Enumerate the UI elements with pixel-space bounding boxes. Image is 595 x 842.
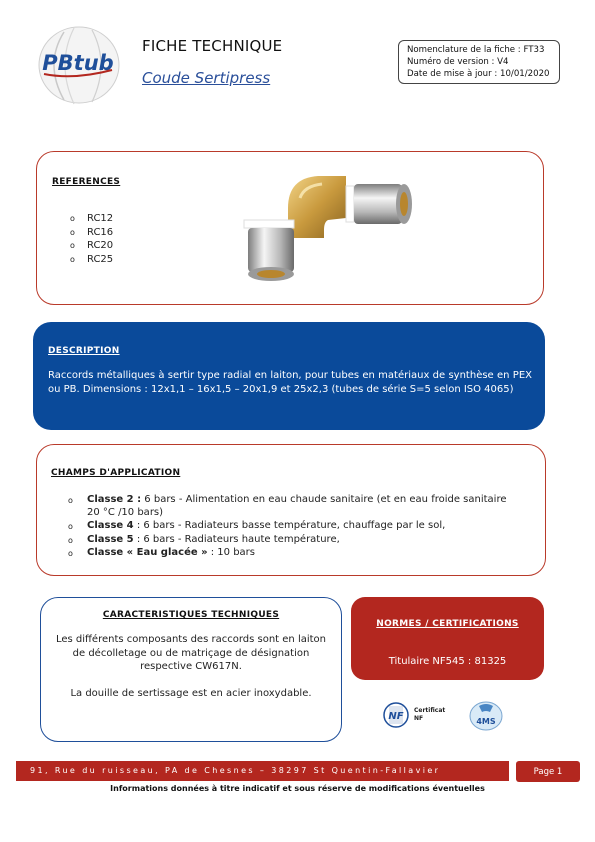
nf-certification-logo bbox=[383, 702, 409, 728]
page-number-badge: Page 1 bbox=[516, 761, 580, 782]
footer-address-bar: 91, Rue du ruisseau, PA de Chesnes – 38297 St Quentin-Fallavier bbox=[16, 761, 509, 781]
class-label: Classe 4 bbox=[87, 520, 134, 532]
characteristics-paragraph: La douille de sertissage est en acier inoxydable. bbox=[70, 687, 312, 699]
nf-logo-text: NF bbox=[388, 711, 404, 722]
certifications-box bbox=[351, 597, 544, 680]
list-item bbox=[68, 546, 518, 559]
application-fields-list bbox=[68, 493, 518, 559]
class-text: : 10 bars bbox=[207, 546, 256, 558]
references-list bbox=[70, 212, 113, 266]
product-subtitle: Coude Sertipress bbox=[142, 69, 271, 87]
list-item bbox=[68, 533, 518, 546]
class-label: Classe 5 bbox=[87, 533, 134, 545]
list-item bbox=[68, 519, 518, 532]
logo-text: PBtub bbox=[42, 51, 114, 75]
meta-version: Numéro de version : V4 bbox=[407, 57, 509, 67]
nf-label-line: NF bbox=[414, 714, 424, 722]
pbtub-logo bbox=[34, 24, 120, 106]
description-title: DESCRIPTION bbox=[48, 346, 120, 356]
4ms-logo bbox=[468, 700, 504, 732]
meta-nomenclature: Nomenclature de la fiche : FT33 bbox=[407, 45, 545, 55]
list-item bbox=[68, 493, 518, 519]
class-text: : 6 bars - Radiateurs haute température, bbox=[133, 533, 340, 545]
certification-number: Titulaire NF545 : 81325 bbox=[388, 656, 507, 667]
description-text: Raccords métalliques à sertir type radial en laiton, pour tubes en matériaux de synthèse en PEX ou PB. Dimensions : 12x1,1 – 16x1,5 – 20x1,9 et 25x2,3 (tubes de série S=5 selon ISO 4065) bbox=[48, 370, 532, 395]
nf-certificate-label bbox=[414, 707, 445, 722]
list-item: o RC16 bbox=[70, 226, 113, 240]
meta-date: Date de mise à jour : 10/01/2020 bbox=[407, 69, 550, 79]
characteristics-paragraph: Les différents composants des raccords sont en laiton de décolletage ou de matriçage de désignation respective CW617N. bbox=[55, 634, 326, 672]
class-text: 6 bars - Alimentation en eau chaude sanitaire (et en eau froide sanitaire 20 °C /10 bars) bbox=[87, 494, 507, 519]
references-title: REFERENCES bbox=[52, 177, 121, 187]
list-item: o RC12 bbox=[70, 212, 113, 226]
page-title: FICHE TECHNIQUE bbox=[142, 37, 283, 55]
list-item: o RC25 bbox=[70, 253, 113, 267]
application-fields-title: CHAMPS D'APPLICATION bbox=[51, 468, 181, 478]
document-meta-box bbox=[398, 40, 560, 84]
list-item: o RC20 bbox=[70, 239, 113, 253]
technical-characteristics-title: CARACTERISTIQUES TECHNIQUES bbox=[102, 610, 280, 620]
class-text: : 6 bars - Radiateurs basse température, chauffage par le sol, bbox=[133, 520, 446, 532]
nf-label-line: Certificat bbox=[414, 707, 446, 714]
certifications-title: NORMES / CERTIFICATIONS bbox=[376, 619, 519, 629]
class-label: Classe 2 : bbox=[87, 494, 142, 505]
technical-characteristics-text bbox=[54, 633, 328, 700]
footer-disclaimer: Informations données à titre indicatif et sous réserve de modifications éventuelles bbox=[110, 784, 485, 793]
class-label: Classe « Eau glacée » bbox=[87, 546, 208, 558]
elbow-fitting-image bbox=[228, 158, 428, 298]
4ms-logo-text: 4MS bbox=[476, 717, 496, 726]
